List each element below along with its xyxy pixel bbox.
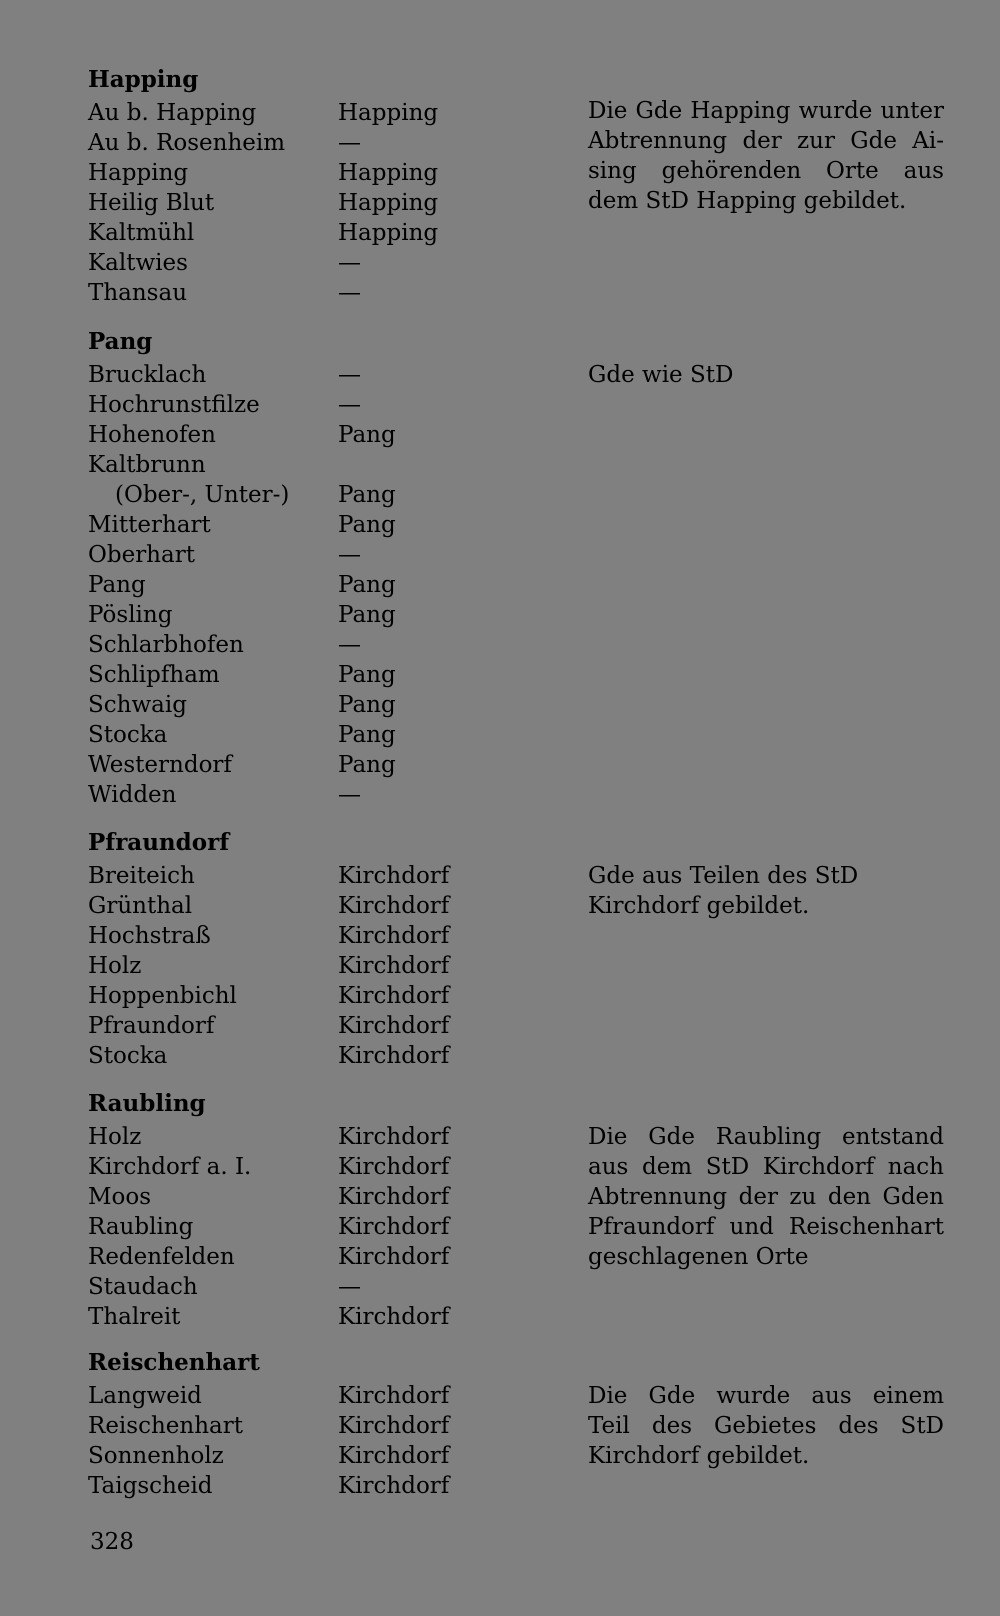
table-row bbox=[0, 540, 560, 570]
table-row bbox=[0, 218, 560, 248]
table-row bbox=[0, 510, 560, 540]
district-name: Kirchdorf bbox=[338, 983, 450, 1009]
table-row bbox=[0, 188, 560, 218]
place-name: Widden bbox=[88, 782, 177, 808]
table-row bbox=[0, 861, 560, 891]
table-row bbox=[0, 720, 560, 750]
district-name: Pang bbox=[338, 482, 396, 508]
district-name: Pang bbox=[338, 692, 396, 718]
note-line: Abtrennung der zu den Gden bbox=[588, 1184, 944, 1210]
place-name: Holz bbox=[88, 1124, 142, 1150]
table-row bbox=[0, 1471, 560, 1501]
table-row bbox=[0, 1182, 560, 1212]
place-name: Westerndorf bbox=[88, 752, 232, 778]
place-name: Kaltbrunn bbox=[88, 452, 206, 478]
place-name: Hoppenbichl bbox=[88, 983, 237, 1009]
note-line: Gde aus Teilen des StD bbox=[588, 863, 859, 889]
place-name: Raubling bbox=[88, 1214, 194, 1240]
table-row bbox=[0, 780, 560, 810]
page-number: 328 bbox=[90, 1529, 134, 1555]
note-line: geschlagenen Orte bbox=[588, 1244, 809, 1270]
place-name: Stocka bbox=[88, 722, 168, 748]
section-heading: Happing bbox=[88, 66, 199, 93]
district-name: Kirchdorf bbox=[338, 1124, 450, 1150]
district-name: Happing bbox=[338, 160, 439, 186]
table-row bbox=[0, 248, 560, 278]
place-name: Holz bbox=[88, 953, 142, 979]
district-name: Kirchdorf bbox=[338, 863, 450, 889]
place-name: Schlipfham bbox=[88, 662, 220, 688]
district-name: Kirchdorf bbox=[338, 893, 450, 919]
place-name: Pösling bbox=[88, 602, 173, 628]
table-row bbox=[0, 891, 560, 921]
table-row bbox=[0, 750, 560, 780]
place-name: Staudach bbox=[88, 1274, 198, 1300]
section-note bbox=[588, 360, 944, 390]
table-row bbox=[0, 921, 560, 951]
place-list bbox=[0, 1381, 560, 1501]
place-name: Taigscheid bbox=[88, 1473, 213, 1499]
section-heading: Reischenhart bbox=[88, 1349, 260, 1376]
table-row bbox=[0, 660, 560, 690]
district-name: Pang bbox=[338, 722, 396, 748]
table-row bbox=[0, 1302, 560, 1332]
district-name: — bbox=[338, 1274, 361, 1300]
district-name: — bbox=[338, 362, 361, 388]
district-name: Happing bbox=[338, 100, 439, 126]
place-name: (Ober-, Unter-) bbox=[115, 482, 290, 508]
place-name: Schlarbhofen bbox=[88, 632, 244, 658]
table-row bbox=[0, 420, 560, 450]
place-name: Sonnenholz bbox=[88, 1443, 224, 1469]
table-row bbox=[0, 951, 560, 981]
note-line: Die Gde Happing wurde unter bbox=[588, 98, 944, 124]
section-note bbox=[588, 96, 944, 216]
section-heading: Pfraundorf bbox=[88, 829, 230, 856]
place-list bbox=[0, 360, 560, 810]
district-name: Kirchdorf bbox=[338, 1184, 450, 1210]
table-row bbox=[0, 1441, 560, 1471]
table-row bbox=[0, 1411, 560, 1441]
note-line: Pfraundorf und Reischenhart bbox=[588, 1214, 944, 1240]
section-note bbox=[588, 1122, 944, 1272]
district-name: Pang bbox=[338, 422, 396, 448]
note-line: Die Gde Raubling entstand bbox=[588, 1124, 944, 1150]
section-note bbox=[588, 861, 944, 921]
place-name: Breiteich bbox=[88, 863, 195, 889]
district-name: — bbox=[338, 632, 361, 658]
table-row bbox=[0, 1242, 560, 1272]
place-name: Mitterhart bbox=[88, 512, 211, 538]
district-name: Pang bbox=[338, 602, 396, 628]
note-line: aus dem StD Kirchdorf nach bbox=[588, 1154, 944, 1180]
district-name: — bbox=[338, 280, 361, 306]
district-name: Kirchdorf bbox=[338, 1043, 450, 1069]
place-name: Kaltwies bbox=[88, 250, 188, 276]
place-list bbox=[0, 1122, 560, 1332]
place-name: Kirchdorf a. I. bbox=[88, 1154, 252, 1180]
table-row bbox=[0, 278, 560, 308]
table-row bbox=[0, 158, 560, 188]
place-name: Thalreit bbox=[88, 1304, 181, 1330]
district-name: Kirchdorf bbox=[338, 1244, 450, 1270]
table-row bbox=[0, 690, 560, 720]
table-row bbox=[0, 630, 560, 660]
table-row bbox=[0, 128, 560, 158]
note-line: Teil des Gebietes des StD bbox=[588, 1413, 944, 1439]
table-row bbox=[0, 1011, 560, 1041]
district-name: — bbox=[338, 130, 361, 156]
place-name: Hochstraß bbox=[88, 923, 211, 949]
district-name: Kirchdorf bbox=[338, 1013, 450, 1039]
place-name: Reischenhart bbox=[88, 1413, 243, 1439]
table-row bbox=[0, 390, 560, 420]
district-name: Kirchdorf bbox=[338, 1413, 450, 1439]
table-row bbox=[0, 600, 560, 630]
table-row bbox=[0, 480, 560, 510]
table-row bbox=[0, 1272, 560, 1302]
place-name: Heilig Blut bbox=[88, 190, 215, 216]
place-name: Happing bbox=[88, 160, 189, 186]
section-heading: Pang bbox=[88, 328, 153, 355]
section-note bbox=[588, 1381, 944, 1471]
note-line: Gde wie StD bbox=[588, 362, 734, 388]
district-name: Happing bbox=[338, 220, 439, 246]
place-list bbox=[0, 98, 560, 308]
place-name: Kaltmühl bbox=[88, 220, 195, 246]
district-name: Kirchdorf bbox=[338, 1473, 450, 1499]
table-row bbox=[0, 1381, 560, 1411]
table-row bbox=[0, 1122, 560, 1152]
place-name: Grünthal bbox=[88, 893, 193, 919]
place-name: Oberhart bbox=[88, 542, 195, 568]
place-name: Thansau bbox=[88, 280, 188, 306]
district-name: Happing bbox=[338, 190, 439, 216]
table-row bbox=[0, 450, 560, 480]
district-name: Kirchdorf bbox=[338, 923, 450, 949]
place-list bbox=[0, 861, 560, 1071]
place-name: Pfraundorf bbox=[88, 1013, 215, 1039]
table-row bbox=[0, 981, 560, 1011]
district-name: Kirchdorf bbox=[338, 1214, 450, 1240]
note-line: Kirchdorf gebildet. bbox=[588, 893, 810, 919]
place-name: Stocka bbox=[88, 1043, 168, 1069]
table-row bbox=[0, 1152, 560, 1182]
district-name: Kirchdorf bbox=[338, 1304, 450, 1330]
note-line: sing gehörenden Orte aus bbox=[588, 158, 944, 184]
note-line: Abtrennung der zur Gde Ai- bbox=[588, 128, 944, 154]
place-name: Pang bbox=[88, 572, 146, 598]
district-name: Kirchdorf bbox=[338, 1383, 450, 1409]
district-name: — bbox=[338, 250, 361, 276]
place-name: Moos bbox=[88, 1184, 152, 1210]
district-name: Pang bbox=[338, 512, 396, 538]
table-row bbox=[0, 1212, 560, 1242]
note-line: dem StD Happing gebildet. bbox=[588, 188, 907, 214]
district-name: — bbox=[338, 782, 361, 808]
place-name: Au b. Happing bbox=[88, 100, 257, 126]
district-name: — bbox=[338, 392, 361, 418]
table-row bbox=[0, 570, 560, 600]
district-name: Pang bbox=[338, 572, 396, 598]
note-line: Die Gde wurde aus einem bbox=[588, 1383, 944, 1409]
district-name: — bbox=[338, 542, 361, 568]
place-name: Schwaig bbox=[88, 692, 187, 718]
place-name: Langweid bbox=[88, 1383, 202, 1409]
table-row bbox=[0, 1041, 560, 1071]
table-row bbox=[0, 98, 560, 128]
section-heading: Raubling bbox=[88, 1090, 206, 1117]
place-name: Hohenofen bbox=[88, 422, 216, 448]
place-name: Redenfelden bbox=[88, 1244, 235, 1270]
place-name: Brucklach bbox=[88, 362, 207, 388]
table-row bbox=[0, 360, 560, 390]
district-name: Pang bbox=[338, 752, 396, 778]
note-line: Kirchdorf gebildet. bbox=[588, 1443, 810, 1469]
district-name: Pang bbox=[338, 662, 396, 688]
place-name: Hochrunstfilze bbox=[88, 392, 260, 418]
district-name: Kirchdorf bbox=[338, 953, 450, 979]
place-name: Au b. Rosenheim bbox=[88, 130, 286, 156]
district-name: Kirchdorf bbox=[338, 1443, 450, 1469]
district-name: Kirchdorf bbox=[338, 1154, 450, 1180]
